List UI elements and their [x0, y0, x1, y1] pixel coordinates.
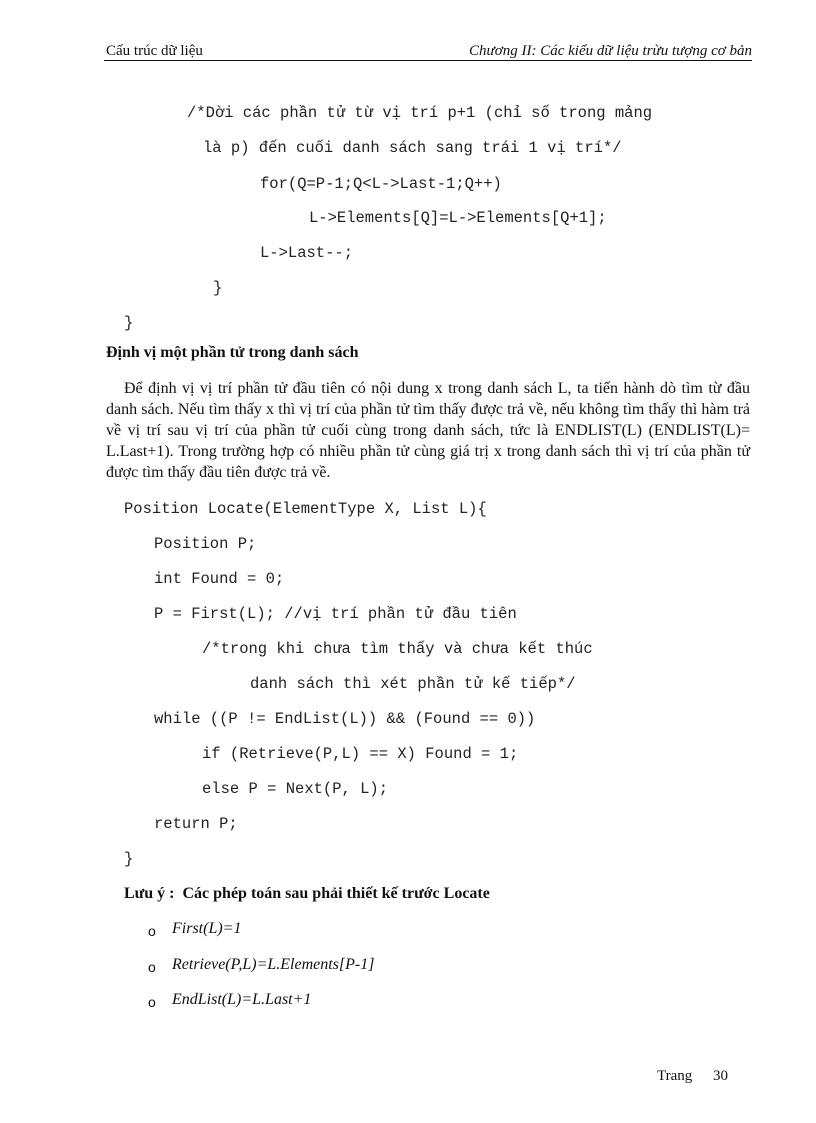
code-line: int Found = 0;	[154, 570, 285, 588]
note-title: Lưu ý : Các phép toán sau phải thiết kế trước Locate	[124, 885, 490, 902]
code-line: return P;	[154, 815, 238, 833]
code-line: P = First(L); //vị trí phần tử đầu tiên	[154, 605, 517, 623]
code-line: for(Q=P-1;Q<L->Last-1;Q++)	[260, 175, 502, 193]
code-line: L->Last--;	[260, 244, 354, 262]
header-left-title: Cấu trúc dữ liệu	[106, 43, 203, 59]
header-chapter-title: Chương II: Các kiểu dữ liệu trừu tượng cơ bản	[469, 43, 752, 59]
bullet-icon: o	[148, 923, 156, 939]
body-paragraph: Để định vị vị trí phần tử đầu tiên có nội dung x trong danh sách L, ta tiến hành dò tìm từ đầu danh sách. Nếu tìm thấy x thì vị trí của phần tử tìm thấy được trả về, nếu không tìm thấy thì hàm trả về vị trí sau vị trí của phần tử cuối cùng trong danh sách, tức là ENDLIST(L) (ENDLIST(L)= L.Last+1). Trong trường hợp có nhiều phần tử cùng giá trị x trong danh sách thì vị trí của phần tử được tìm thấy đầu tiên được trả về.	[106, 380, 750, 481]
code-line: }	[124, 850, 134, 868]
code-line: L->Elements[Q]=L->Elements[Q+1];	[309, 209, 607, 227]
note-item: EndList(L)=L.Last+1	[172, 991, 312, 1008]
code-line: }	[213, 279, 223, 297]
code-line: /*trong khi chưa tìm thấy và chưa kết thúc	[202, 640, 593, 658]
code-line: Position P;	[154, 535, 257, 553]
code-line: là p) đến cuối danh sách sang trái 1 vị trí*/	[203, 139, 622, 157]
bullet-icon: o	[148, 994, 156, 1010]
code-line: }	[124, 314, 134, 332]
code-line: if (Retrieve(P,L) == X) Found = 1;	[202, 745, 519, 763]
section-heading: Định vị một phần tử trong danh sách	[106, 344, 359, 361]
note-item: Retrieve(P,L)=L.Elements[P-1]	[172, 956, 375, 973]
bullet-icon: o	[148, 959, 156, 975]
footer-page-label: Trang	[657, 1068, 693, 1084]
code-line: else P = Next(P, L);	[202, 780, 389, 798]
footer-page-number: 30	[713, 1068, 728, 1084]
code-line: Position Locate(ElementType X, List L){	[124, 500, 487, 518]
code-line: while ((P != EndList(L)) && (Found == 0))	[154, 710, 536, 728]
header-rule	[104, 60, 752, 61]
note-item: First(L)=1	[172, 920, 242, 937]
code-line: danh sách thì xét phần tử kế tiếp*/	[250, 675, 576, 693]
code-line: /*Dời các phần tử từ vị trí p+1 (chỉ số trong mảng	[187, 104, 653, 122]
